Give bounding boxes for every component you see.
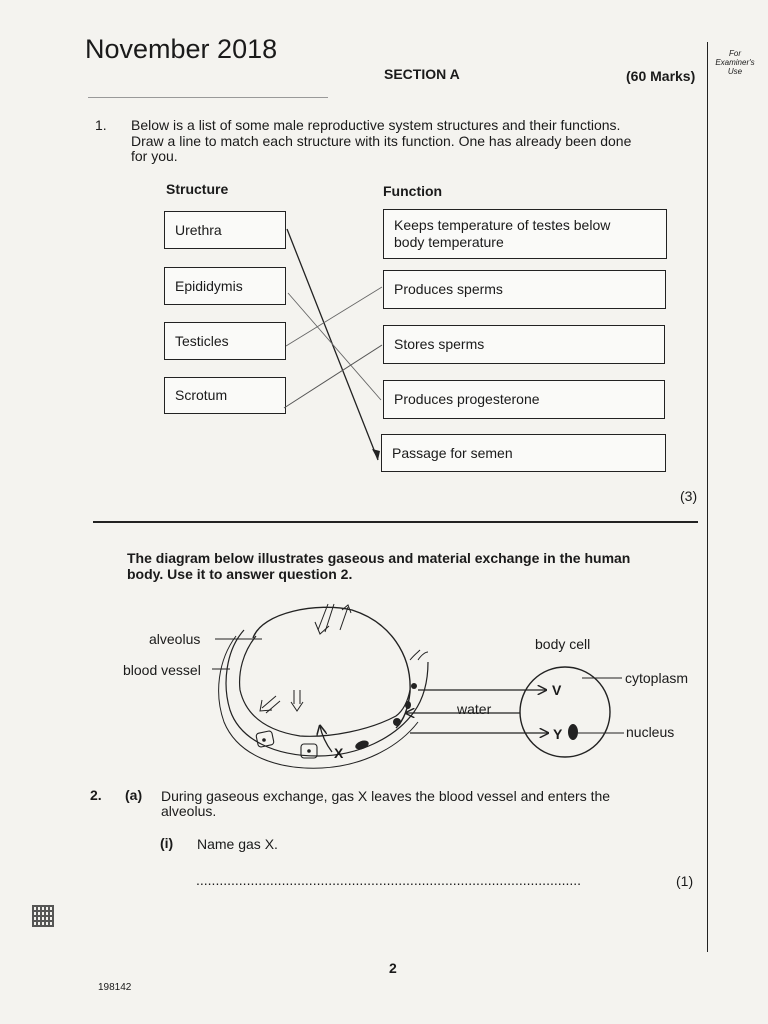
diagram-intro-line-1: The diagram below illustrates gaseous and material exchange in the human (127, 550, 631, 566)
blood-cell-dark-2 (393, 718, 401, 726)
q2-marks: (1) (676, 873, 694, 889)
air-arrow-in-head (315, 622, 329, 634)
structure-box-epididymis: Epididymis (164, 267, 286, 305)
structure-column-header: Structure (166, 181, 229, 197)
blood-cell-2-dot (307, 749, 311, 753)
structure-box-testicles: Testicles (164, 322, 286, 360)
q1-marks: (3) (680, 488, 698, 504)
q1-instruction-line-3: for you. (131, 148, 178, 164)
label-water: water (457, 701, 492, 717)
label-alveolus: alveolus (149, 631, 201, 647)
q1-number: 1. (95, 117, 107, 133)
section-heading: SECTION A (384, 66, 460, 82)
function-box-stores-sperms: Stores sperms (383, 325, 665, 364)
label-body-cell: body cell (535, 636, 591, 652)
blood-cell-dark-3 (405, 701, 411, 709)
diagram-intro-line-2: body. Use it to answer question 2. (127, 566, 353, 582)
label-nucleus: nucleus (626, 724, 675, 740)
diffusion-arrow-2-head (291, 702, 303, 711)
blood-cell-dark-1 (354, 739, 370, 751)
label-blood-vessel: blood vessel (123, 662, 201, 678)
structure-box-urethra: Urethra (164, 211, 286, 249)
function-box-produces-progesterone: Produces progesterone (383, 380, 665, 419)
q2-sub-text: Name gas X. (197, 836, 278, 852)
label-cytoplasm: cytoplasm (625, 670, 689, 686)
section-marks: (60 Marks) (626, 68, 696, 84)
answer-line[interactable]: ................................................................................................... (196, 872, 582, 888)
blood-cell-1-dot (262, 738, 266, 742)
alveolus-inner-wall (240, 636, 410, 736)
diffusion-arrow-2 (294, 690, 300, 704)
gas-x-arrow (320, 726, 332, 752)
q2-text-line-2: alveolus. (161, 803, 217, 819)
vessel-end-right-2 (418, 652, 428, 660)
q2-part-a: (a) (125, 787, 143, 803)
q2-number: 2. (90, 787, 102, 803)
alveolus-outline (253, 607, 410, 728)
label-v: V (552, 682, 562, 698)
label-y: Y (553, 726, 563, 742)
function-box-produces-sperms: Produces sperms (383, 270, 666, 309)
function-box-passage-for-semen: Passage for semen (381, 434, 666, 472)
blood-vessel-wall (219, 636, 418, 768)
page-number: 2 (389, 960, 397, 976)
q1-instruction-line-2: Draw a line to match each structure with its function. One has already been done (131, 133, 632, 149)
barcode-icon (32, 905, 54, 927)
page-title: November 2018 (85, 34, 278, 64)
paper-code: 198142 (98, 982, 132, 993)
q2-sub-i: (i) (160, 835, 174, 851)
function-column-header: Function (383, 183, 443, 199)
function-box-temperature: Keeps temperature of testes below body temperature (383, 209, 667, 259)
body-cell-outline (520, 667, 610, 757)
q1-instruction-line-1: Below is a list of some male reproductive system structures and their functions. (131, 117, 621, 133)
blood-cell-dark-4 (411, 683, 417, 689)
examiner-note: For Examiner's Use (715, 49, 755, 76)
structure-box-scrotum: Scrotum (164, 377, 286, 414)
q2-text-line-1: During gaseous exchange, gas X leaves the blood vessel and enters the (161, 788, 611, 804)
air-arrow-out (340, 607, 348, 630)
nucleus-shape (568, 724, 578, 740)
label-x: X (334, 745, 344, 761)
